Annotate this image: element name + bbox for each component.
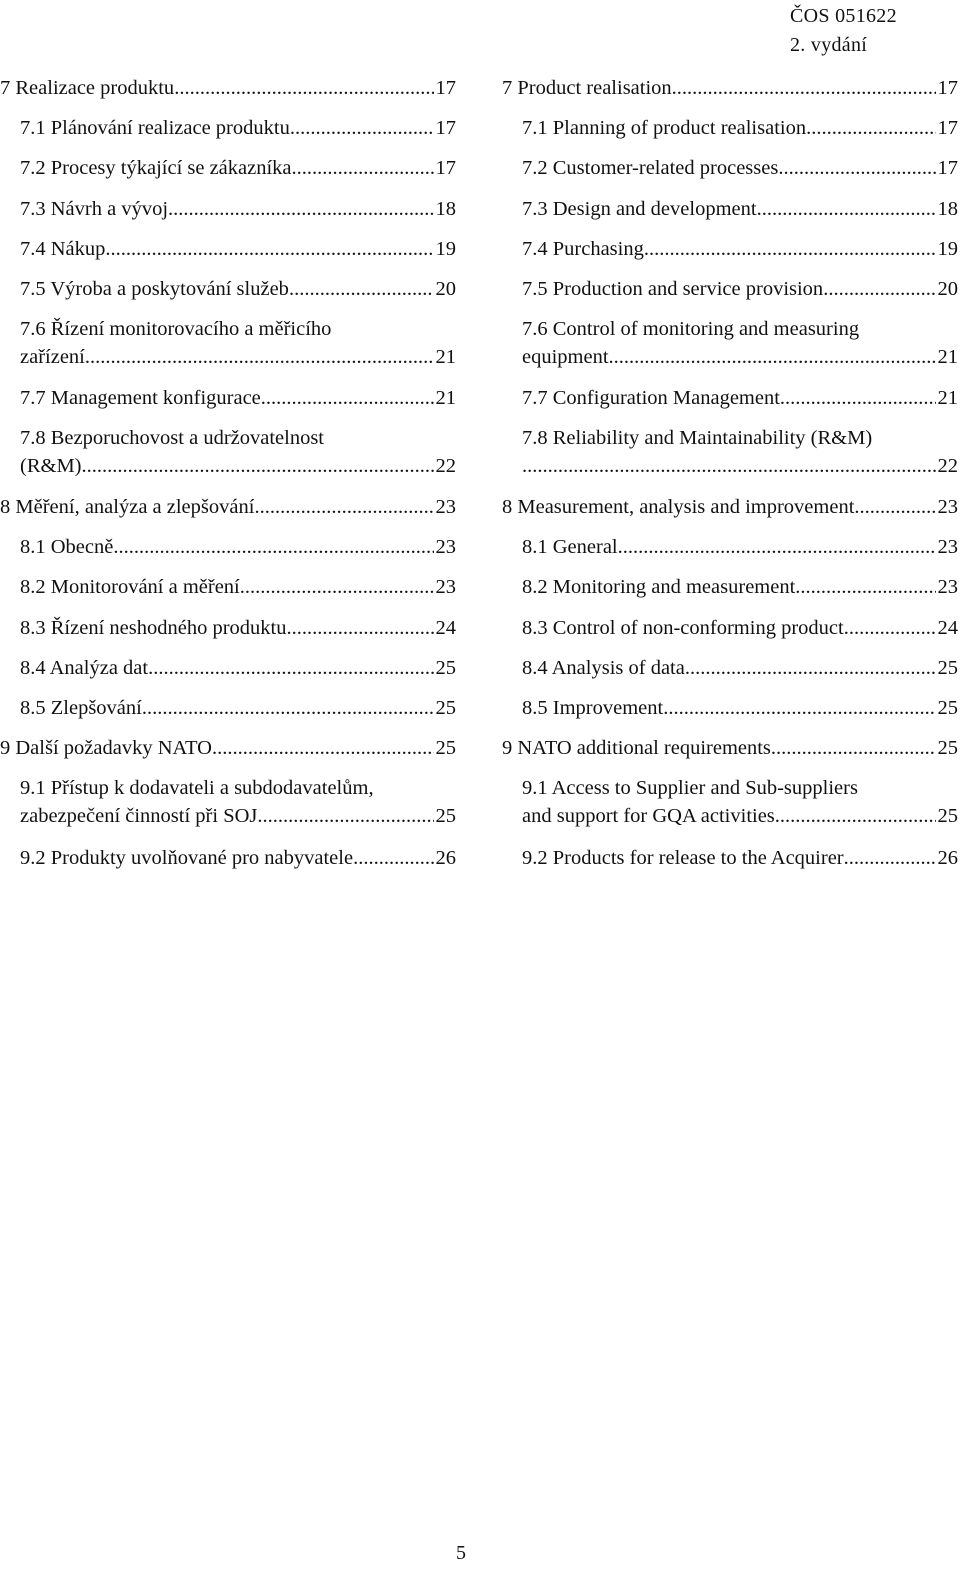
toc-entry-line [522, 614, 958, 642]
dot-leader [240, 573, 434, 601]
toc-page-number: 24 [435, 617, 456, 639]
dot-leader [142, 694, 434, 722]
toc-page-number: 24 [937, 617, 958, 639]
dot-leader [757, 195, 936, 223]
toc-entry[interactable] [0, 654, 456, 682]
toc-entry-label: (R&M) [20, 455, 82, 477]
toc-page-number: 22 [937, 455, 958, 477]
toc-page-number: 17 [937, 77, 958, 99]
dot-leader [168, 195, 433, 223]
toc-entry-line [20, 533, 456, 561]
toc-entry[interactable] [502, 74, 958, 102]
dot-leader [257, 802, 433, 830]
toc-entry-line [20, 154, 456, 182]
toc-entry-title-line: 7.8 Reliability and Maintainability (R&M) [522, 427, 873, 449]
toc-entry-line [522, 573, 958, 601]
toc-entry-line [522, 452, 958, 480]
toc-entry[interactable] [0, 493, 456, 521]
dot-leader [780, 384, 936, 412]
toc-entry[interactable] [0, 275, 456, 303]
document-header [790, 2, 960, 60]
toc-page-number: 22 [435, 455, 456, 477]
document-code: ČOS 051622 [790, 5, 897, 27]
toc-page-number: 17 [435, 77, 456, 99]
toc-entry-label: 7.2 Customer-related processes [522, 157, 779, 179]
toc-entry[interactable] [0, 844, 456, 872]
toc-entry-line [20, 654, 456, 682]
toc-entry-label: 9 Další požadavky NATO [0, 737, 212, 759]
toc-entry[interactable] [502, 694, 958, 722]
toc-entry[interactable] [502, 734, 958, 762]
toc-entry-line [20, 694, 456, 722]
toc-page-number: 23 [435, 576, 456, 598]
toc-entry[interactable] [502, 654, 958, 682]
dot-leader [844, 844, 936, 872]
toc-entry[interactable] [0, 114, 456, 142]
toc-entry[interactable] [502, 614, 958, 642]
toc-entry-line [522, 384, 958, 412]
dot-leader [290, 114, 434, 142]
toc-entry-line [20, 235, 456, 263]
dot-leader [353, 844, 433, 872]
toc-entry-label: 8.2 Monitorování a měření [20, 576, 240, 598]
dot-leader [609, 343, 936, 371]
toc-entry-line [522, 114, 958, 142]
dot-leader [522, 452, 936, 480]
toc-entry[interactable] [502, 424, 958, 480]
toc-entry-label: 8.1 Obecně [20, 536, 114, 558]
toc-entry-line [0, 734, 456, 762]
toc-entry-line [20, 844, 456, 872]
toc-page-number: 21 [937, 346, 958, 368]
toc-entry-line [522, 343, 958, 371]
toc-entry-label: 7 Product realisation [502, 77, 672, 99]
toc-entry[interactable] [502, 844, 958, 872]
dot-leader [261, 384, 434, 412]
toc-page-number: 17 [937, 117, 958, 139]
toc-entry-title-line: 7.8 Bezporuchovost a udržovatelnost [20, 427, 325, 449]
dot-leader [672, 74, 936, 102]
toc-page-number: 23 [435, 496, 456, 518]
toc-entry-label: 7.4 Nákup [20, 238, 106, 260]
toc-page-number: 18 [937, 198, 958, 220]
dot-leader [775, 802, 936, 830]
dot-leader [618, 533, 936, 561]
toc-entry-label: 7.5 Výroba a poskytování služeb [20, 278, 289, 300]
toc-entry[interactable] [0, 424, 456, 480]
dot-leader [806, 114, 935, 142]
toc-entry-label: 9.2 Produkty uvolňované pro nabyvatele [20, 847, 354, 869]
toc-entry-label: 8 Measurement, analysis and improvement [502, 496, 855, 518]
toc-entry[interactable] [502, 573, 958, 601]
toc-entry-line [522, 802, 958, 830]
toc-entry[interactable] [0, 315, 456, 371]
toc-entry-line [502, 74, 958, 102]
toc-entry-label: zabezpečení činností při SOJ [20, 805, 258, 827]
toc-entry-line [20, 802, 456, 830]
dot-leader [771, 734, 936, 762]
dot-leader [254, 493, 433, 521]
toc-entry[interactable] [0, 573, 456, 601]
toc-entry-label: equipment [522, 346, 609, 368]
toc-entry-title-line: 9.1 Access to Supplier and Sub-suppliers [522, 777, 858, 799]
toc-entry-line [522, 844, 958, 872]
toc-entry[interactable] [502, 195, 958, 223]
toc-entry-label: 8.5 Zlepšování [20, 697, 142, 719]
toc-page-number: 25 [937, 805, 958, 827]
toc-entry-line [522, 154, 958, 182]
dot-leader [105, 235, 433, 263]
toc-page-number: 18 [435, 198, 456, 220]
toc-page-number: 23 [937, 496, 958, 518]
toc-page-number: 23 [937, 536, 958, 558]
toc-page-number: 26 [435, 847, 456, 869]
page-number: 5 [456, 1542, 466, 1564]
toc-entry-label: 7.1 Planning of product realisation [522, 117, 807, 139]
toc-page-number: 23 [937, 576, 958, 598]
toc-entry-label: 7 Realizace produktu [0, 77, 175, 99]
toc-page-number: 21 [435, 346, 456, 368]
toc-entry[interactable] [0, 533, 456, 561]
toc-page-number: 17 [435, 117, 456, 139]
toc-entry-line [522, 533, 958, 561]
dot-leader [82, 452, 434, 480]
toc-page-number: 20 [435, 278, 456, 300]
toc-page-number: 19 [435, 238, 456, 260]
toc-entry-label: 8.3 Řízení neshodného produktu [20, 617, 287, 639]
toc-entry[interactable] [502, 235, 958, 263]
toc-entry-line [522, 654, 958, 682]
toc-entry[interactable] [502, 114, 958, 142]
toc-entry-label: 7.7 Management konfigurace [20, 387, 261, 409]
toc-entry-line [20, 614, 456, 642]
toc-entry-label: 7.1 Plánování realizace produktu [20, 117, 290, 139]
dot-leader [292, 154, 434, 182]
dot-leader [795, 573, 935, 601]
toc-entry-label: 8.4 Analýza dat [20, 657, 149, 679]
dot-leader [663, 694, 935, 722]
toc-entry-label: 9 NATO additional requirements [502, 737, 771, 759]
toc-entry-label: zařízení [20, 346, 85, 368]
toc-entry-title-line: 7.6 Řízení monitorovacího a měřicího [20, 318, 332, 340]
toc-page-number: 25 [435, 737, 456, 759]
toc-entry[interactable] [0, 614, 456, 642]
toc-entry[interactable] [0, 384, 456, 412]
toc-entry-label: 7.2 Procesy týkající se zákazníka [20, 157, 292, 179]
dot-leader [113, 533, 433, 561]
toc-entry-label: 8.5 Improvement [522, 697, 664, 719]
toc-entry[interactable] [0, 154, 456, 182]
dot-leader [174, 74, 433, 102]
dot-leader [85, 343, 434, 371]
toc-entry-line [522, 235, 958, 263]
dot-leader [644, 235, 936, 263]
toc-entry-label: 8.3 Control of non-conforming product [522, 617, 844, 639]
dot-leader [823, 275, 935, 303]
toc-entry-label: 9.2 Products for release to the Acquirer [522, 847, 844, 869]
toc-entry[interactable] [502, 533, 958, 561]
toc-entry-label: and support for GQA activities [522, 805, 775, 827]
toc-entry-label: 8 Měření, analýza a zlepšování [0, 496, 255, 518]
toc-entry-label: 8.4 Analysis of data [522, 657, 685, 679]
toc-entry-label: 7.3 Návrh a vývoj [20, 198, 169, 220]
toc-page-number: 25 [435, 657, 456, 679]
toc-entry[interactable] [502, 493, 958, 521]
toc-entry[interactable] [0, 774, 456, 830]
toc-entry-label: 8.2 Monitoring and measurement [522, 576, 796, 598]
dot-leader [289, 275, 434, 303]
toc-page-number: 25 [937, 737, 958, 759]
edition-label: 2. vydání [790, 34, 868, 56]
toc-page-number: 25 [937, 697, 958, 719]
toc-entry[interactable] [502, 315, 958, 371]
dot-leader [148, 654, 433, 682]
dot-leader [854, 493, 935, 521]
toc-entry[interactable] [502, 275, 958, 303]
dot-leader [685, 654, 936, 682]
toc-entry-label: 8.1 General [522, 536, 618, 558]
toc-page-number: 23 [435, 536, 456, 558]
dot-leader [844, 614, 936, 642]
toc-entry-line [502, 734, 958, 762]
toc-entry-line [522, 195, 958, 223]
toc-entry-line [0, 493, 456, 521]
toc-page-number: 20 [937, 278, 958, 300]
toc-entry-line [20, 452, 456, 480]
toc-entry-title-line: 7.6 Control of monitoring and measuring [522, 318, 860, 340]
dot-leader [286, 614, 433, 642]
toc-entry[interactable] [0, 734, 456, 762]
toc-entry[interactable] [0, 694, 456, 722]
toc-entry-line [20, 195, 456, 223]
toc-entry[interactable] [502, 154, 958, 182]
toc-entry-line [20, 384, 456, 412]
toc-entry-line [20, 573, 456, 601]
toc-entry-line [522, 694, 958, 722]
toc-entry[interactable] [0, 235, 456, 263]
dot-leader [212, 734, 434, 762]
toc-page-number: 17 [937, 157, 958, 179]
dot-leader [778, 154, 935, 182]
toc-entry[interactable] [502, 774, 958, 830]
toc-entry-label: 7.3 Design and development [522, 198, 757, 220]
toc-entry-line [502, 493, 958, 521]
toc-page-number: 25 [937, 657, 958, 679]
toc-entry-line [20, 114, 456, 142]
toc-entry-label: 7.7 Configuration Management [522, 387, 780, 409]
toc-page-number: 25 [435, 697, 456, 719]
toc-entry-line [0, 74, 456, 102]
toc-entry-label: 7.5 Production and service provision [522, 278, 824, 300]
toc-page-number: 21 [937, 387, 958, 409]
toc-page-number: 21 [435, 387, 456, 409]
toc-entry[interactable] [0, 74, 456, 102]
toc-page-number: 17 [435, 157, 456, 179]
toc-entry-line [20, 275, 456, 303]
toc-entry-line [20, 343, 456, 371]
toc-entry[interactable] [502, 384, 958, 412]
toc-page-number: 19 [937, 238, 958, 260]
toc-page-number: 26 [937, 847, 958, 869]
toc-entry-line [522, 275, 958, 303]
toc-entry[interactable] [0, 195, 456, 223]
toc-entry-title-line: 9.1 Přístup k dodavateli a subdodavatelům, [20, 777, 374, 799]
toc-page-number: 25 [435, 805, 456, 827]
toc-entry-label: 7.4 Purchasing [522, 238, 644, 260]
